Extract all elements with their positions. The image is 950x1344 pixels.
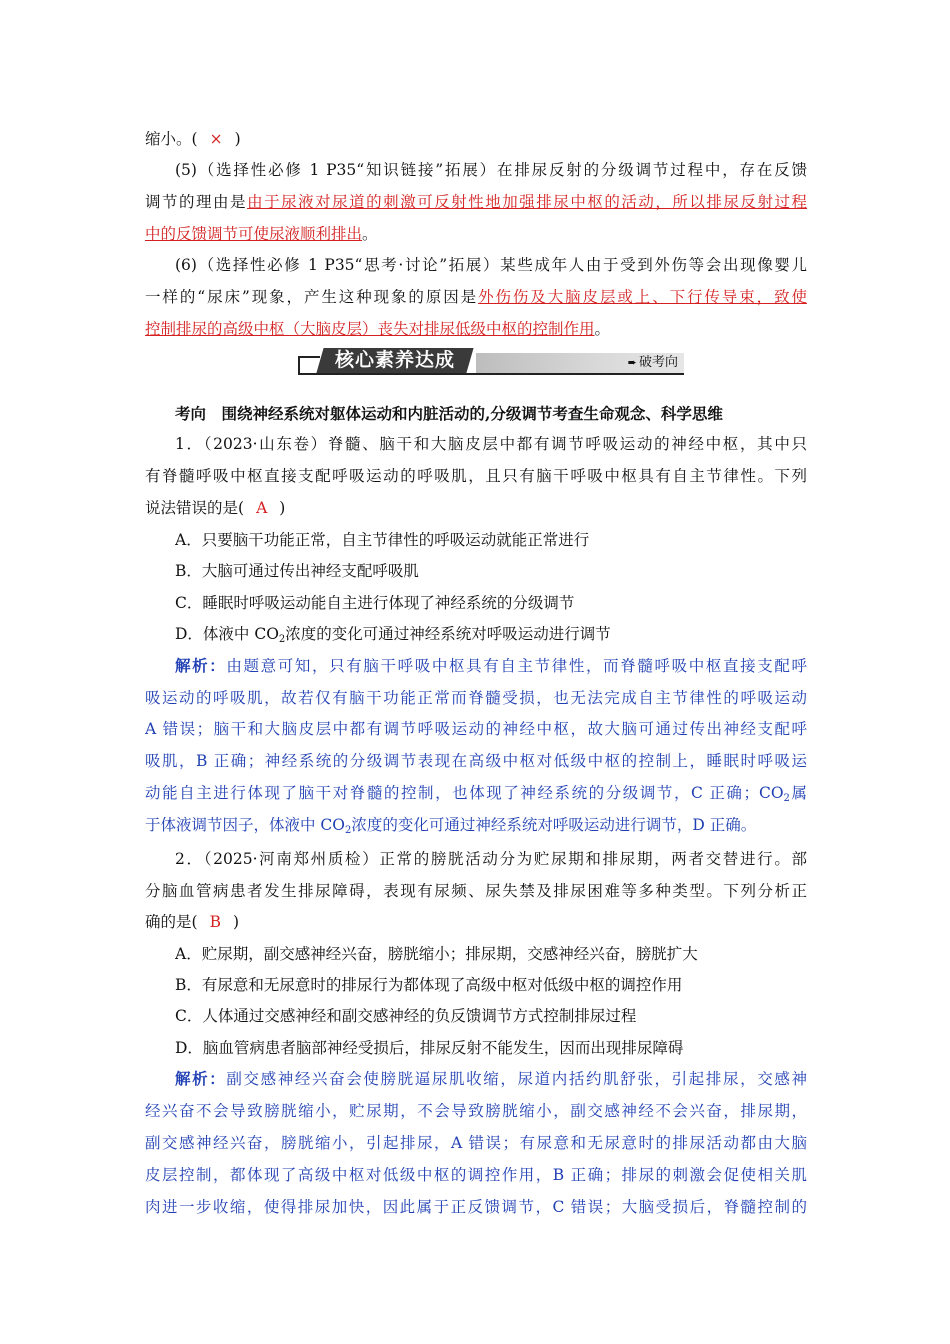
answer-text: 外伤伤及大脑皮层或上、下行传导束，致使: [478, 288, 807, 306]
banner-baseline: [298, 373, 684, 375]
q1-stem-line-3: 说法错误的是( A ): [145, 499, 286, 517]
q2-answer: B: [209, 913, 221, 931]
q1-explanation-line-3: A 错误；脑干和大脑皮层中都有调节呼吸运动的神经中枢，故大脑可通过传出神经支配呼: [145, 720, 807, 738]
section-banner: [298, 348, 684, 378]
answer-text: 由于尿液对尿道的刺激可反射性地加强排尿中枢的活动，所以排尿反射过程: [247, 193, 807, 211]
item-4-tail: 缩小。( × ): [145, 130, 241, 148]
q2-explanation-line-1: 解析：副交感神经兴奋会使膀胱逼尿肌收缩，尿道内括约肌舒张，引起排尿，交感神: [175, 1069, 807, 1088]
q1-explanation-line-1: 解析：由题意可知，只有脑干呼吸中枢具有自主节律性，而脊髓呼吸中枢直接支配呼: [175, 656, 807, 675]
q2-explanation-line-4: 皮层控制，都体现了高级中枢对低级中枢的调控作用，B 正确；排尿的刺激会促使相关肌: [145, 1166, 807, 1184]
q1-answer: A: [256, 499, 268, 517]
q2-explanation-line-5: 肉进一步收缩，使得排尿加快，因此属于正反馈调节，C 错误；大脑受损后，脊髓控制的: [145, 1198, 807, 1216]
arrow-right-icon: ➨: [627, 356, 637, 369]
item-6-line-2: 一样的“尿床”现象，产生这种现象的原因是外伤伤及大脑皮层或上、下行传导束，致使: [145, 288, 807, 306]
section-heading: 考向 围绕神经系统对躯体运动和内脏活动的,分级调节考查生命观念、科学思维: [175, 404, 723, 423]
q1-explanation-line-6: 于体液调节因子，体液中 $CO_2$浓度的变化可通过神经系统对呼吸运动进行调节，D 正确。: [145, 816, 757, 836]
q2-option-a: A．贮尿期，副交感神经兴奋，膀胱缩小；排尿期，交感神经兴奋，膀胱扩大: [175, 945, 698, 963]
item-5-line-2: 调节的理由是由于尿液对尿道的刺激可反射性地加强排尿中枢的活动，所以排尿反射过程: [145, 193, 807, 211]
q1-explanation-line-4: 吸肌，B 正确；神经系统的分级调节表现在高级中枢对低级中枢的控制上，睡眠时呼吸运: [145, 752, 807, 770]
q1-option-b: B．大脑可通过传出神经支配呼吸肌: [175, 562, 419, 580]
item-6-line-3: 控制排尿的高级中枢（大脑皮层）丧失对排尿低级中枢的控制作用。: [145, 320, 611, 338]
q2-option-d: D．脑血管病患者脑部神经受损后，排尿反射不能发生，因而出现排尿障碍: [175, 1039, 684, 1057]
q2-option-b: B．有尿意和无尿意时的排尿行为都体现了高级中枢对低级中枢的调控作用: [175, 976, 683, 994]
q1-option-d: D．体液中 $CO_2$浓度的变化可通过神经系统对呼吸运动进行调节: [175, 625, 611, 645]
item-5-line-3: 中的反馈调节可使尿液顺利排出。: [145, 225, 378, 243]
q1-stem-line-1: 1．（2023·山东卷）脊髓、脑干和大脑皮层中都有调节呼吸运动的神经中枢，其中只: [175, 435, 807, 453]
banner-title-box: [316, 348, 473, 373]
item-5-line-1: (5)（选择性必修 1 P35“知识链接”拓展）在排尿反射的分级调节过程中，存在反馈: [175, 161, 807, 179]
answer-text: 控制排尿的高级中枢（大脑皮层）丧失对排尿低级中枢的控制作用: [145, 320, 595, 338]
banner-tag: ➨ 破考向: [627, 355, 678, 370]
q2-stem-line-1: 2．（2025·河南郑州质检）正常的膀胱活动分为贮尿期和排尿期，两者交替进行。部: [175, 850, 807, 868]
q2-stem-line-3: 确的是( B ): [145, 913, 240, 931]
q1-option-a: A．只要脑干功能正常，自主节律性的呼吸运动就能正常进行: [175, 531, 590, 549]
item-6-line-1: (6)（选择性必修 1 P35“思考·讨论”拓展）某些成年人由于受到外伤等会出现像婴儿: [175, 256, 807, 274]
q1-option-c: C．睡眠时呼吸运动能自主进行体现了神经系统的分级调节: [175, 594, 575, 612]
q1-stem-line-2: 有脊髓呼吸中枢直接支配呼吸运动的呼吸肌，且只有脑干呼吸中枢具有自主节律性。下列: [145, 467, 807, 485]
explanation-label: 解析：: [175, 1069, 227, 1088]
answer-text: 中的反馈调节可使尿液顺利排出: [145, 225, 363, 243]
explanation-label: 解析：: [175, 656, 227, 675]
q2-explanation-line-2: 经兴奋不会导致膀胱缩小，贮尿期，不会导致膀胱缩小，副交感神经不会兴奋，排尿期，: [145, 1102, 807, 1120]
banner-title: 核心素养达成: [334, 349, 455, 371]
answer-mark: ×: [209, 130, 223, 148]
q2-stem-line-2: 分脑血管病患者发生排尿障碍，表现有尿频、尿失禁及排尿困难等多种类型。下列分析正: [145, 882, 807, 900]
q2-explanation-line-3: 副交感神经兴奋，膀胱缩小，引起排尿，A 错误；有尿意和无尿意时的排尿活动都由大脑: [145, 1134, 807, 1152]
q1-explanation-line-5: 动能自主进行体现了脑干对脊髓的控制，也体现了神经系统的分级调节，C 正确；$CO_2$属: [145, 784, 807, 804]
q2-option-c: C．人体通过交感神经和副交感神经的负反馈调节方式控制排尿过程: [175, 1007, 637, 1025]
q1-explanation-line-2: 吸运动的呼吸肌，故若仅有脑干功能正常而脊髓受损，也无法完成自主节律性的呼吸运动: [145, 689, 807, 707]
